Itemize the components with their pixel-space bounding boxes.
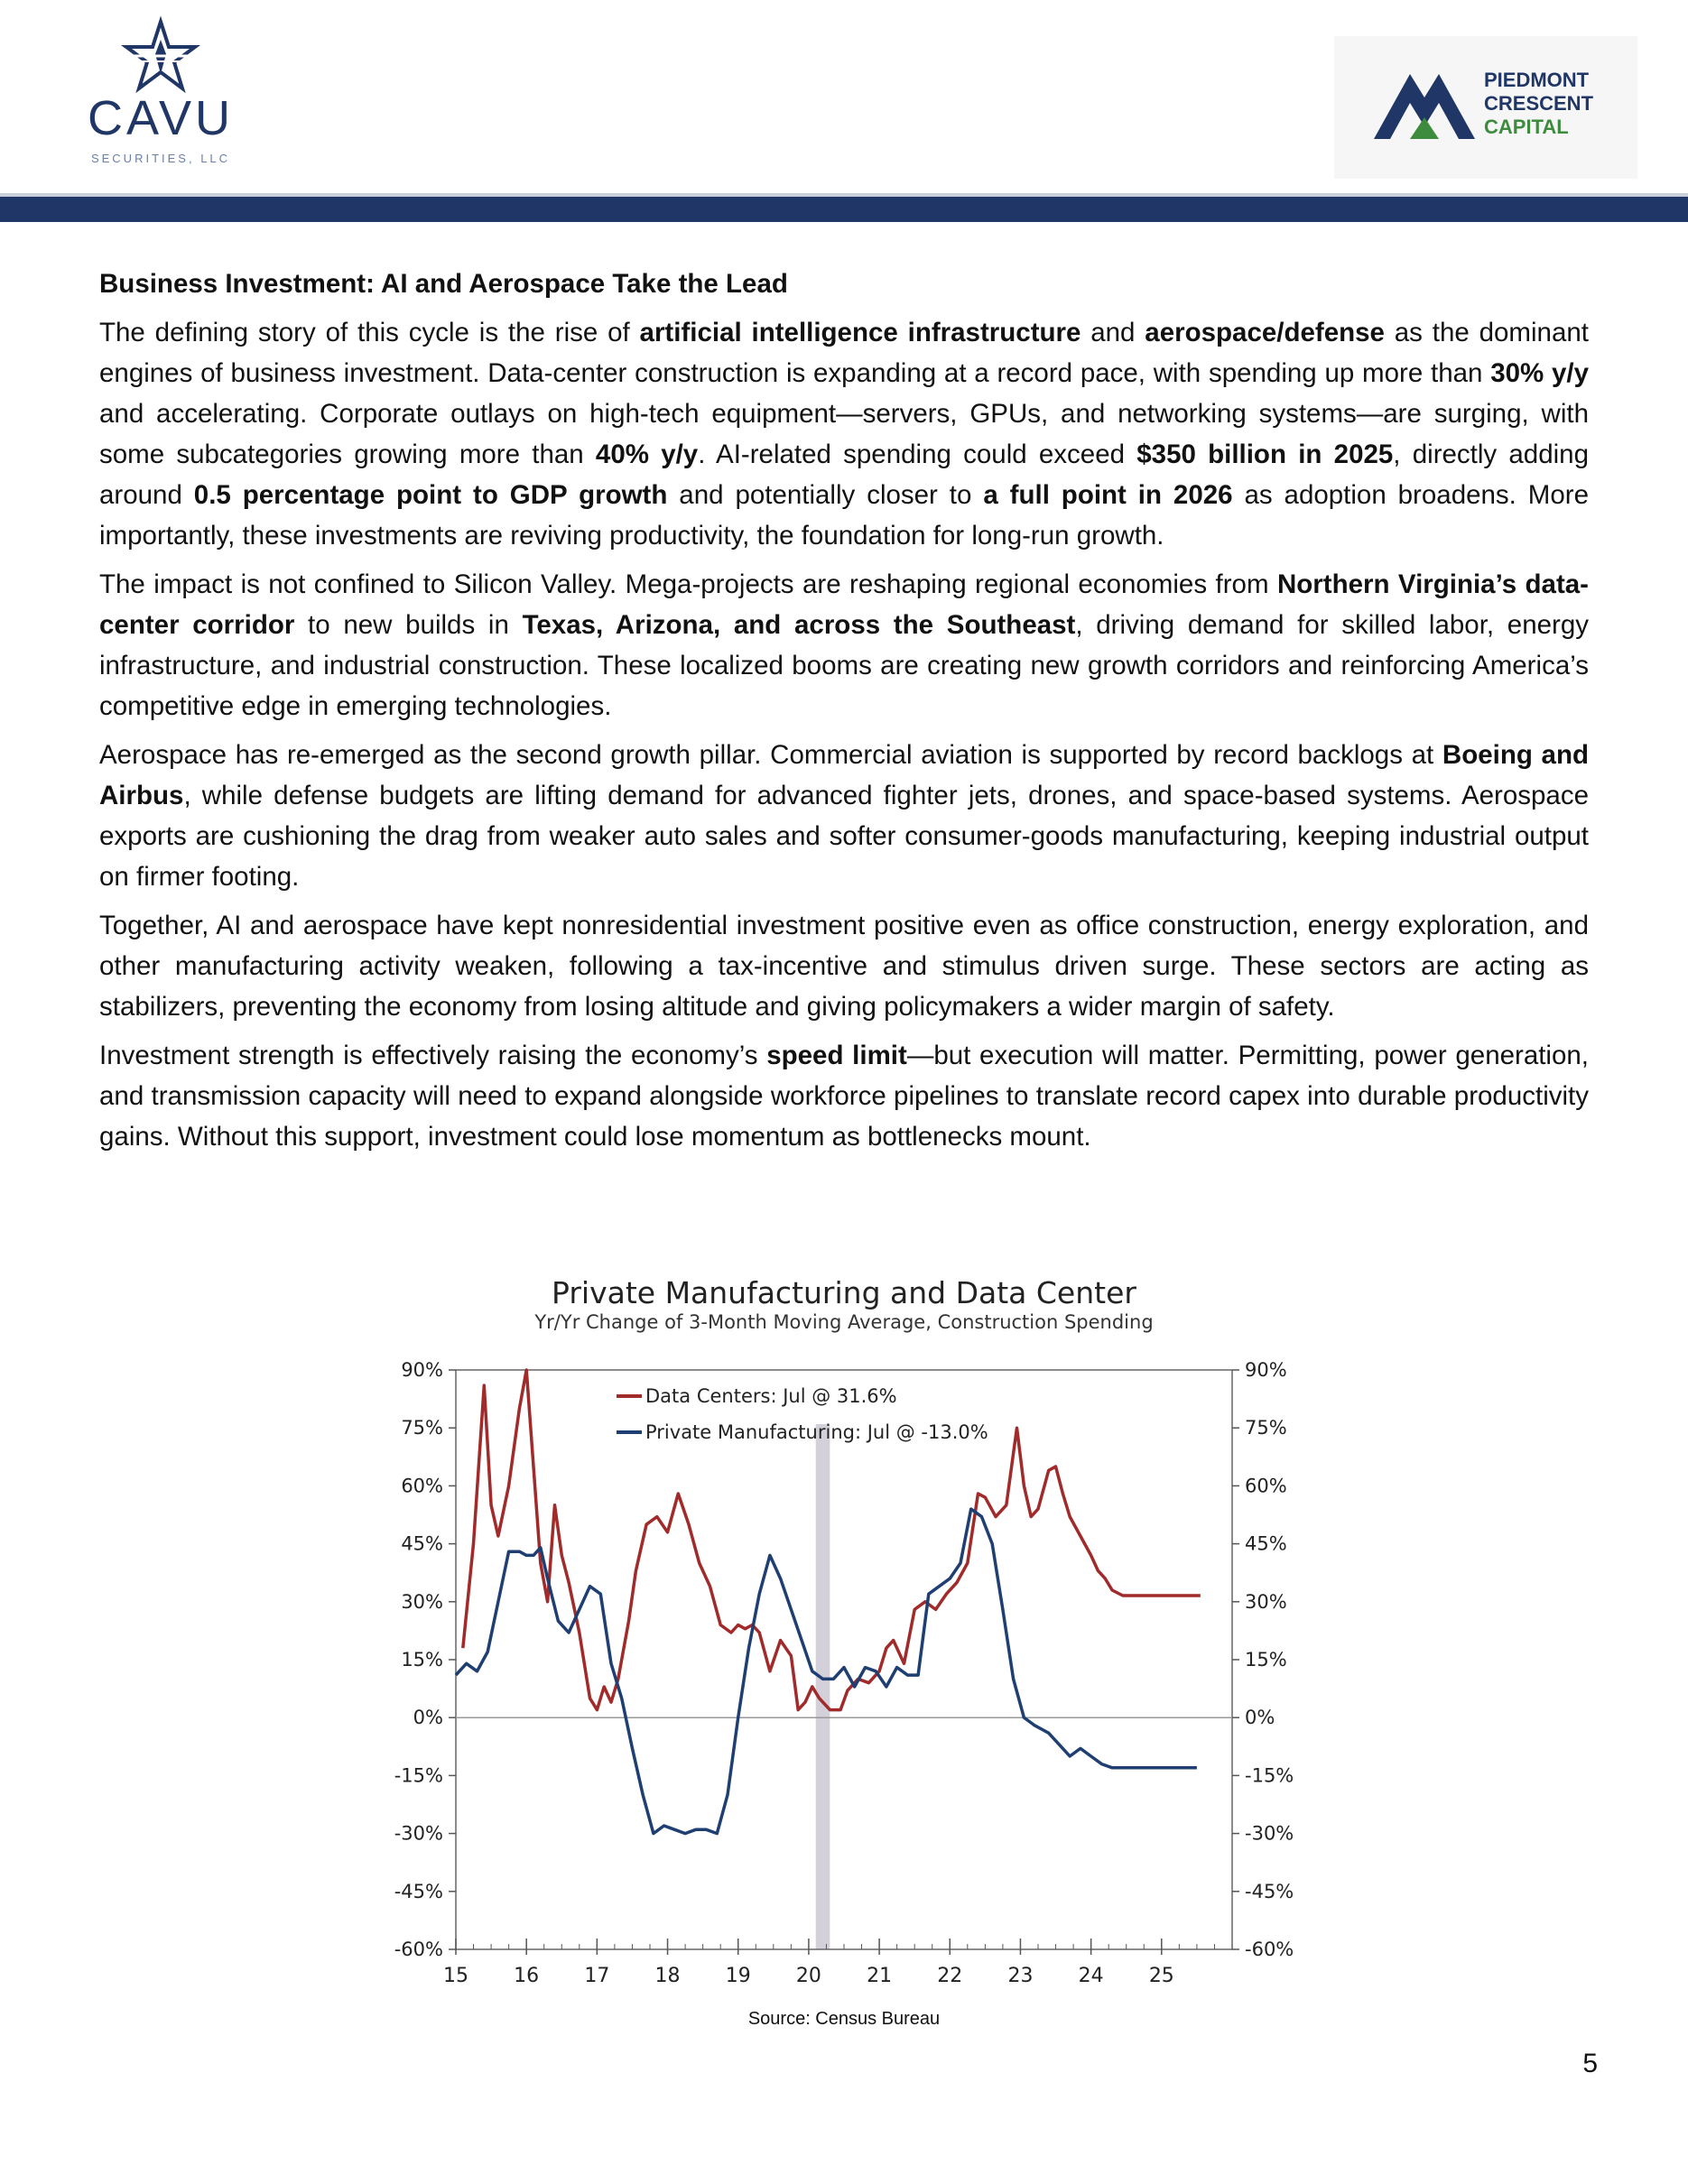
- paragraph-2: [99, 564, 1589, 726]
- piedmont-wordmark: [1484, 69, 1593, 139]
- y-tick-label-left: 60%: [401, 1475, 443, 1497]
- text-run: , directly adding around: [99, 440, 1589, 510]
- plot-frame: [456, 1370, 1232, 1949]
- paragraph-4: Together, AI and aerospace have kept nonresidential investment positive even as office construction, energy exploration, and other manufacturing activity weaken, following a tax-incentive and stimulus driven surge. These sectors are acting as stabilizers, preventing the economy from losing altitude and giving policymakers a wider margin of safety.: [99, 911, 1589, 1022]
- x-tick-label: 24: [1078, 1965, 1104, 1987]
- piedmont-crescent-logo: [1334, 36, 1637, 179]
- x-tick-label: 21: [867, 1965, 893, 1987]
- y-tick-label-right: -15%: [1245, 1764, 1294, 1787]
- bold-run: a full point in 2026: [983, 480, 1233, 510]
- bold-run: Northern Virginia’s data-center corridor: [99, 569, 1590, 640]
- line-chart: [352, 1272, 1294, 2049]
- y-tick-label-right: 15%: [1245, 1649, 1287, 1670]
- y-tick-label-right: 30%: [1245, 1590, 1287, 1613]
- text-run: and potentially closer to: [667, 480, 984, 510]
- recession-band: [816, 1424, 830, 1949]
- y-tick-label-right: 0%: [1245, 1707, 1275, 1729]
- bold-run: speed limit: [766, 1041, 907, 1070]
- text-run: The impact is not confined to Silicon Valley. Mega-projects are reshaping regional economies from: [99, 569, 1277, 599]
- mountain-logo-icon: [1370, 67, 1479, 143]
- y-tick-label-right: -45%: [1245, 1880, 1294, 1902]
- x-tick-label: 22: [937, 1965, 963, 1987]
- article-body: [99, 264, 1589, 1165]
- y-tick-label-left: 75%: [401, 1417, 443, 1439]
- y-tick-label-left: 90%: [401, 1359, 443, 1381]
- bold-run: 30% y/y: [1490, 358, 1589, 388]
- text-run: . AI-related spending could exceed: [698, 440, 1137, 469]
- logo-line-3: CAPITAL: [1484, 116, 1569, 138]
- y-tick-label-left: 30%: [401, 1590, 443, 1613]
- bold-run: 40% y/y: [595, 440, 699, 469]
- text-run: Aerospace has re-emerged as the second growth pillar. Commercial aviation is supported by record backlogs at: [99, 740, 1442, 770]
- text-run: The defining story of this cycle is the rise of: [99, 318, 640, 347]
- x-tick-label: 17: [584, 1965, 610, 1987]
- chart-subtitle: Yr/Yr Change of 3-Month Moving Average, Construction Spending: [534, 1311, 1154, 1333]
- bold-run: artificial intelligence infrastructure: [639, 318, 1081, 347]
- x-tick-label: 15: [443, 1965, 468, 1987]
- y-tick-label-right: -30%: [1245, 1822, 1294, 1845]
- star-icon: [125, 20, 197, 92]
- section-heading: Business Investment: AI and Aerospace Take the Lead: [99, 269, 788, 299]
- cavu-subtitle: SECURITIES, LLC: [90, 152, 231, 165]
- y-tick-label-left: 15%: [401, 1649, 443, 1670]
- logo-line-1: PIEDMONT: [1484, 69, 1590, 91]
- text-run: , while defense budgets are lifting demand for advanced fighter jets, drones, and space-based systems. Aerospace exports are cushioning the drag from weaker auto sales and softer consumer-goods manufacturing, keeping industrial output on firmer footing.: [99, 781, 1589, 892]
- y-tick-label-left: -15%: [394, 1764, 443, 1787]
- text-run: Investment strength is effectively raising the economy’s: [99, 1041, 767, 1070]
- paragraph-5: [99, 1035, 1589, 1157]
- text-run: as adoption broadens. More importantly, these investments are reviving productivity, the foundation for long-run growth.: [99, 480, 1589, 551]
- y-tick-label-left: -45%: [394, 1880, 443, 1902]
- page-header: [0, 0, 1688, 224]
- cavu-wordmark: CAVU: [87, 91, 235, 145]
- x-tick-label: 18: [654, 1965, 681, 1987]
- y-tick-label-left: 45%: [401, 1532, 443, 1555]
- text-run: and accelerating. Corporate outlays on high-tech equipment—servers, GPUs, and networking systems—are surging, with some subcategories growing more than: [99, 399, 1589, 469]
- bold-run: 0.5 percentage point to GDP growth: [193, 480, 668, 510]
- text-run: to new builds in: [294, 610, 523, 640]
- x-tick-label: 23: [1007, 1965, 1034, 1987]
- x-tick-label: 25: [1148, 1965, 1174, 1987]
- text-run: and: [1081, 318, 1145, 347]
- bold-run: $350 billion in 2025: [1136, 440, 1394, 469]
- y-tick-label-right: 45%: [1245, 1532, 1287, 1555]
- paragraph-1: [99, 312, 1589, 556]
- text-run: , driving demand for skilled labor, energy infrastructure, and industrial construction. These localized booms are creating new growth corridors and reinforcing America’s competitive edge in emerging technologies.: [99, 610, 1589, 721]
- plot-area: [394, 1359, 1294, 1987]
- x-tick-label: 16: [514, 1965, 540, 1987]
- text-run: —but execution will matter. Permitting, power generation, and transmission capacity will need to expand alongside workforce pipelines to translate record capex into durable productivity gains. Without this support, investment could lose momentum as bottlenecks mount.: [99, 1041, 1589, 1152]
- y-tick-label-right: 90%: [1245, 1359, 1287, 1381]
- x-tick-label: 19: [725, 1965, 751, 1987]
- page-number: 5: [1582, 2049, 1598, 2078]
- bold-run: Texas, Arizona, and across the Southeast: [522, 610, 1076, 640]
- y-tick-label-left: -30%: [394, 1822, 443, 1845]
- header-divider: [0, 197, 1688, 222]
- chart-source: Source: Census Bureau: [747, 2009, 941, 2029]
- bold-run: Boeing and Airbus: [99, 740, 1589, 810]
- chart-title: Private Manufacturing and Data Center: [552, 1275, 1136, 1310]
- y-tick-label-right: -60%: [1245, 1939, 1294, 1960]
- logo-line-2: CRESCENT: [1484, 92, 1594, 115]
- y-tick-label-right: 75%: [1245, 1417, 1287, 1439]
- x-tick-label: 20: [795, 1965, 821, 1987]
- y-tick-label-right: 60%: [1245, 1475, 1287, 1497]
- y-tick-label-left: 0%: [413, 1707, 443, 1729]
- legend-label: Private Manufacturing: Jul @ -13.0%: [645, 1421, 988, 1443]
- paragraph-3: [99, 735, 1589, 897]
- cavu-logo: [79, 20, 242, 169]
- y-tick-label-left: -60%: [394, 1939, 443, 1960]
- text-run: as the dominant engines of business investment. Data-center construction is expanding at a record pace, with spending up more than: [99, 318, 1589, 388]
- legend-label: Data Centers: Jul @ 31.6%: [645, 1385, 897, 1407]
- bold-run: aerospace/defense: [1145, 318, 1385, 347]
